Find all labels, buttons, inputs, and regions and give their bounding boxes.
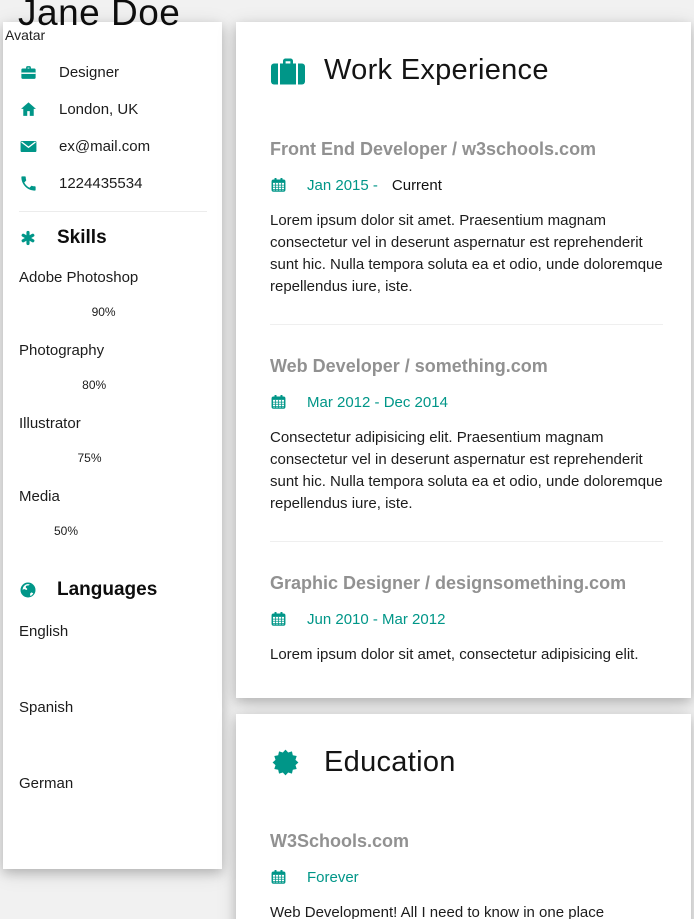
job-date: Jun 2010 - Mar 2012 xyxy=(307,610,446,628)
person-name: Jane Doe xyxy=(18,0,181,33)
skill-progressbar xyxy=(19,447,207,469)
language-item xyxy=(19,776,207,830)
contact-row-email xyxy=(19,136,207,156)
language-name: English xyxy=(19,623,69,640)
language-progressbar xyxy=(19,792,207,830)
work-section-heading xyxy=(270,48,663,92)
language-progressbar xyxy=(19,640,207,678)
job-date: Mar 2012 - Dec 2014 xyxy=(307,393,448,411)
contact-row-location xyxy=(19,99,207,119)
job-date-row xyxy=(270,610,663,628)
job-description: Lorem ipsum dolor sit amet, consectetur adipisicing elit. xyxy=(270,646,639,663)
language-name: German xyxy=(19,775,74,792)
job-title: Web Developer / something.com xyxy=(270,356,548,376)
certificate-icon xyxy=(270,747,301,778)
calendar-icon xyxy=(270,610,287,628)
divider xyxy=(270,324,663,325)
contact-text: Designer xyxy=(59,63,120,81)
calendar-icon xyxy=(270,393,287,411)
education-description: Web Development! All I need to know in one place xyxy=(270,904,605,919)
education-date-row xyxy=(270,868,663,886)
skills-heading xyxy=(19,226,207,250)
job-date-row xyxy=(270,393,663,411)
profile-sidebar xyxy=(3,22,222,869)
suitcase-icon xyxy=(270,55,306,86)
languages-heading xyxy=(19,578,207,602)
asterisk-icon xyxy=(19,229,37,247)
work-experience-card xyxy=(236,22,691,698)
skill-item xyxy=(19,489,207,542)
skill-name: Illustrator xyxy=(19,415,81,432)
briefcase-icon xyxy=(19,63,38,82)
work-entry xyxy=(270,355,663,515)
calendar-icon xyxy=(270,176,287,194)
language-name: Spanish xyxy=(19,699,74,716)
phone-icon xyxy=(19,174,38,193)
skill-name: Adobe Photoshop xyxy=(19,269,139,286)
skill-item xyxy=(19,343,207,396)
education-entry xyxy=(270,830,663,919)
skill-percent: 80% xyxy=(82,378,107,392)
language-item xyxy=(19,700,207,754)
education-section-heading xyxy=(270,740,663,784)
job-date: Jan 2015 - xyxy=(307,176,378,194)
skill-progressbar xyxy=(19,374,207,396)
job-description: Lorem ipsum dolor sit amet. Praesentium magnam consectetur vel in deserunt aspernatur est reprehenderit sunt hic. Nulla tempora soluta ea et odio, unde doloremque repellendus iure, iste. xyxy=(270,212,663,295)
skill-item xyxy=(19,270,207,323)
education-section-title: Education xyxy=(324,745,456,778)
skill-percent: 90% xyxy=(91,305,116,319)
skill-item xyxy=(19,416,207,469)
skill-progressbar xyxy=(19,301,207,323)
languages-heading-label: Languages xyxy=(57,579,158,600)
contact-text: 1224435534 xyxy=(59,174,143,192)
sidebar-content xyxy=(3,22,222,830)
job-description: Consectetur adipisicing elit. Praesentium magnam consectetur vel in deserunt aspernatur est reprehenderit sunt hic. Nulla tempora soluta ea et odio, unde doloremque repellendus iure, iste. xyxy=(270,429,663,512)
skill-name: Media xyxy=(19,488,60,505)
work-section-title: Work Experience xyxy=(324,53,549,86)
job-date-row xyxy=(270,176,663,194)
job-title: Graphic Designer / designsomething.com xyxy=(270,573,627,593)
skill-percent: 75% xyxy=(77,451,102,465)
skill-progressbar xyxy=(19,520,207,542)
avatar: Avatar xyxy=(5,27,46,43)
skill-percent: 50% xyxy=(53,524,79,538)
divider xyxy=(19,211,207,212)
contact-text: ex@mail.com xyxy=(59,137,151,155)
education-card xyxy=(236,714,691,919)
education-date: Forever xyxy=(307,868,359,886)
work-entry xyxy=(270,138,663,298)
globe-icon xyxy=(19,581,37,599)
school-name: W3Schools.com xyxy=(270,831,410,851)
skill-name: Photography xyxy=(19,342,105,359)
envelope-icon xyxy=(19,137,38,156)
skills-heading-label: Skills xyxy=(57,227,107,248)
contact-text: London, UK xyxy=(59,100,139,118)
calendar-icon xyxy=(270,868,287,886)
divider xyxy=(270,541,663,542)
contact-row-occupation xyxy=(19,62,207,82)
job-title: Front End Developer / w3schools.com xyxy=(270,139,597,159)
language-progressbar xyxy=(19,716,207,754)
language-item xyxy=(19,624,207,678)
job-date-current: Current xyxy=(391,176,442,194)
home-icon xyxy=(19,100,38,119)
contact-row-phone xyxy=(19,173,207,193)
work-entry xyxy=(270,572,663,666)
